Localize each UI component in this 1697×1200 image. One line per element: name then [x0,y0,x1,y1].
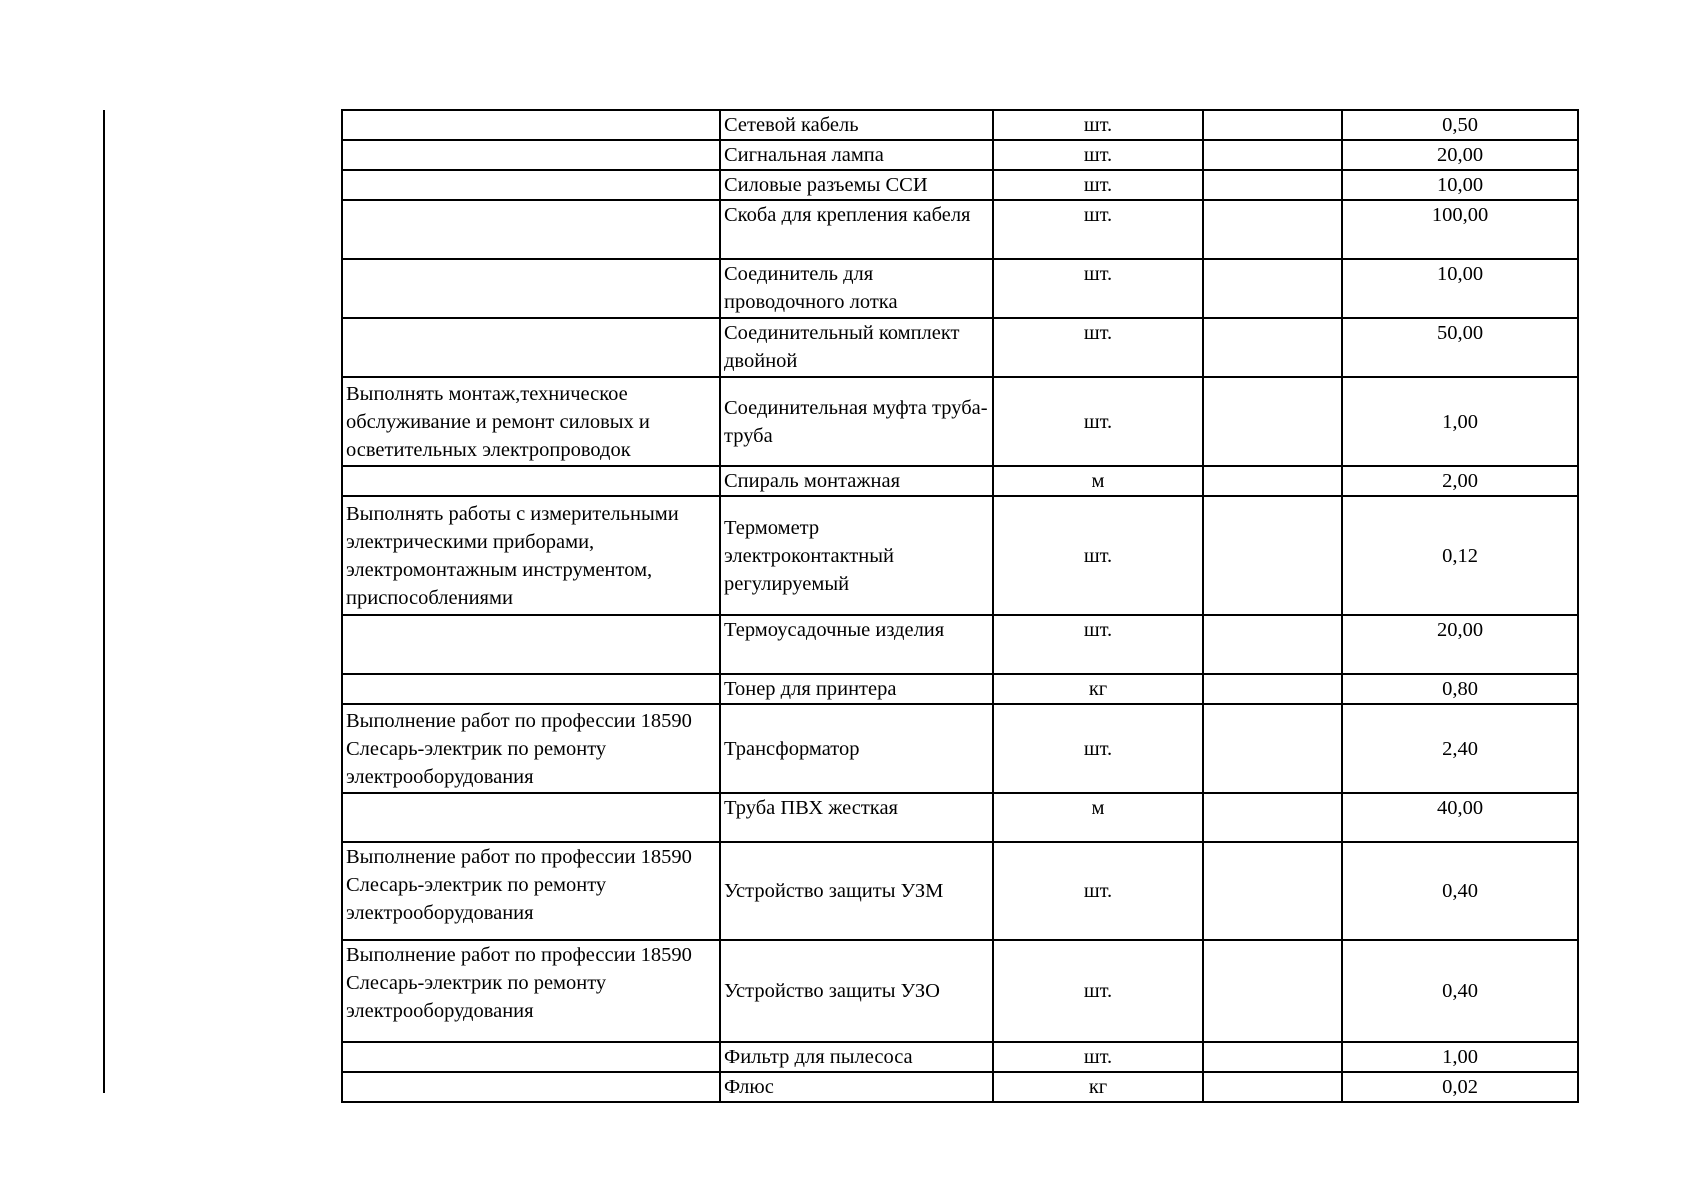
unit-cell: м [993,793,1203,842]
quantity-cell: 0,02 [1342,1072,1578,1102]
activity-cell: Выполнение работ по профессии 18590 Слесарь-электрик по ремонту электрооборудования [342,940,720,1042]
unit-cell: шт. [993,615,1203,674]
item-name-cell: Труба ПВХ жесткая [720,793,993,842]
table-row [342,466,1578,496]
item-name-cell: Соединитель для проводочного лотка [720,259,993,318]
item-name-cell: Силовые разъемы ССИ [720,170,993,200]
materials-table [341,109,1579,1103]
table-row [342,842,1578,940]
unit-cell: шт. [993,318,1203,377]
table-row [342,140,1578,170]
item-name-cell: Спираль монтажная [720,466,993,496]
quantity-cell: 1,00 [1342,377,1578,466]
table-row [342,940,1578,1042]
table-row [342,318,1578,377]
quantity-cell: 40,00 [1342,793,1578,842]
table-row [342,1042,1578,1072]
empty-cell [1203,615,1342,674]
empty-cell [1203,466,1342,496]
page-margin-line [103,110,105,1093]
quantity-cell: 0,40 [1342,842,1578,940]
empty-cell [1203,496,1342,615]
empty-cell [1203,674,1342,704]
empty-cell [1203,377,1342,466]
activity-cell [342,259,720,318]
unit-cell: шт. [993,200,1203,259]
quantity-cell: 20,00 [1342,140,1578,170]
table-row [342,704,1578,793]
quantity-cell: 0,50 [1342,110,1578,140]
item-name-cell: Устройство защиты УЗО [720,940,993,1042]
quantity-cell: 10,00 [1342,170,1578,200]
table-row [342,377,1578,466]
activity-cell [342,466,720,496]
item-name-cell: Соединительная муфта труба-труба [720,377,993,466]
activity-cell [342,793,720,842]
item-name-cell: Фильтр для пылесоса [720,1042,993,1072]
activity-cell: Выполнение работ по профессии 18590 Слесарь-электрик по ремонту электрооборудования [342,842,720,940]
item-name-cell: Трансформатор [720,704,993,793]
item-name-cell: Устройство защиты УЗМ [720,842,993,940]
unit-cell: кг [993,674,1203,704]
activity-cell [342,170,720,200]
table-row [342,1072,1578,1102]
empty-cell [1203,940,1342,1042]
empty-cell [1203,200,1342,259]
item-name-cell: Термометр электроконтактный регулируемый [720,496,993,615]
item-name-cell: Флюс [720,1072,993,1102]
empty-cell [1203,170,1342,200]
table-row [342,496,1578,615]
table-row [342,615,1578,674]
unit-cell: шт. [993,140,1203,170]
quantity-cell: 100,00 [1342,200,1578,259]
unit-cell: кг [993,1072,1203,1102]
table-row [342,170,1578,200]
empty-cell [1203,259,1342,318]
item-name-cell: Тонер для принтера [720,674,993,704]
unit-cell: шт. [993,842,1203,940]
activity-cell [342,200,720,259]
table-row [342,200,1578,259]
table-row [342,793,1578,842]
activity-cell: Выполнение работ по профессии 18590 Слесарь-электрик по ремонту электрооборудования [342,704,720,793]
quantity-cell: 20,00 [1342,615,1578,674]
unit-cell: шт. [993,496,1203,615]
table-row [342,110,1578,140]
activity-cell [342,318,720,377]
unit-cell: шт. [993,170,1203,200]
unit-cell: м [993,466,1203,496]
table-row [342,674,1578,704]
quantity-cell: 2,00 [1342,466,1578,496]
activity-cell [342,140,720,170]
quantity-cell: 2,40 [1342,704,1578,793]
empty-cell [1203,842,1342,940]
empty-cell [1203,110,1342,140]
quantity-cell: 50,00 [1342,318,1578,377]
item-name-cell: Скоба для крепления кабеля [720,200,993,259]
quantity-cell: 10,00 [1342,259,1578,318]
empty-cell [1203,793,1342,842]
activity-cell [342,674,720,704]
quantity-cell: 0,40 [1342,940,1578,1042]
unit-cell: шт. [993,704,1203,793]
unit-cell: шт. [993,1042,1203,1072]
unit-cell: шт. [993,110,1203,140]
item-name-cell: Сигнальная лампа [720,140,993,170]
activity-cell [342,1042,720,1072]
table-row [342,259,1578,318]
activity-cell [342,110,720,140]
empty-cell [1203,318,1342,377]
quantity-cell: 0,80 [1342,674,1578,704]
quantity-cell: 1,00 [1342,1042,1578,1072]
quantity-cell: 0,12 [1342,496,1578,615]
unit-cell: шт. [993,377,1203,466]
unit-cell: шт. [993,259,1203,318]
empty-cell [1203,704,1342,793]
item-name-cell: Сетевой кабель [720,110,993,140]
activity-cell: Выполнять монтаж,техническое обслуживание и ремонт силовых и осветительных электропроводок [342,377,720,466]
activity-cell [342,1072,720,1102]
activity-cell [342,615,720,674]
item-name-cell: Термоусадочные изделия [720,615,993,674]
item-name-cell: Соединительный комплект двойной [720,318,993,377]
empty-cell [1203,1042,1342,1072]
empty-cell [1203,140,1342,170]
unit-cell: шт. [993,940,1203,1042]
activity-cell: Выполнять работы с измерительными электрическими приборами, электромонтажным инструментом, приспособлениями [342,496,720,615]
empty-cell [1203,1072,1342,1102]
